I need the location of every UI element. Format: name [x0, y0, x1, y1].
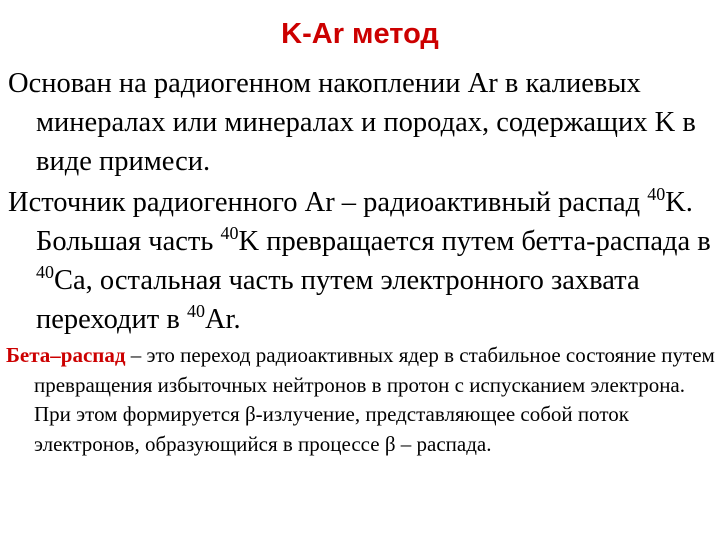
paragraph-beta-decay-definition	[6, 341, 718, 459]
isotope-mass-number: 40	[220, 222, 239, 243]
isotope-mass-number: 40	[647, 183, 666, 204]
slide-title: K-Ar метод	[281, 18, 439, 50]
paragraph-ar-source-text-4: Ca, остальная часть путем электронного захвата переходит в	[36, 265, 640, 335]
paragraph-ar-source-text-2: K. Большая часть	[36, 187, 693, 257]
isotope-mass-number: 40	[186, 300, 205, 321]
term-beta-decay: Бета–распад	[6, 343, 126, 367]
beta-decay-definition-text: – это переход радиоактивных ядер в стабильное состояние путем превращения избыточных нейтронов в протон с испусканием электрона. При этом формируется β-излучение, представляющее собой поток электронов, образующийся в процессе β – распада.	[34, 343, 715, 456]
paragraph-ar-source-text-1: Источник радиогенного Ar – радиоактивный распад	[8, 187, 648, 218]
paragraph-ar-source-text-3: K превращается путем бетта-распада в	[238, 226, 711, 257]
paragraph-ar-source	[8, 183, 714, 339]
isotope-mass-number: 40	[36, 261, 54, 282]
paragraph-ar-source-text-5: Ar.	[204, 304, 241, 335]
paragraph-k-ar-basis: Основан на радиогенном накоплении Ar в калиевых минералах или минералах и породах, содержащих K в виде примеси.	[8, 68, 696, 177]
